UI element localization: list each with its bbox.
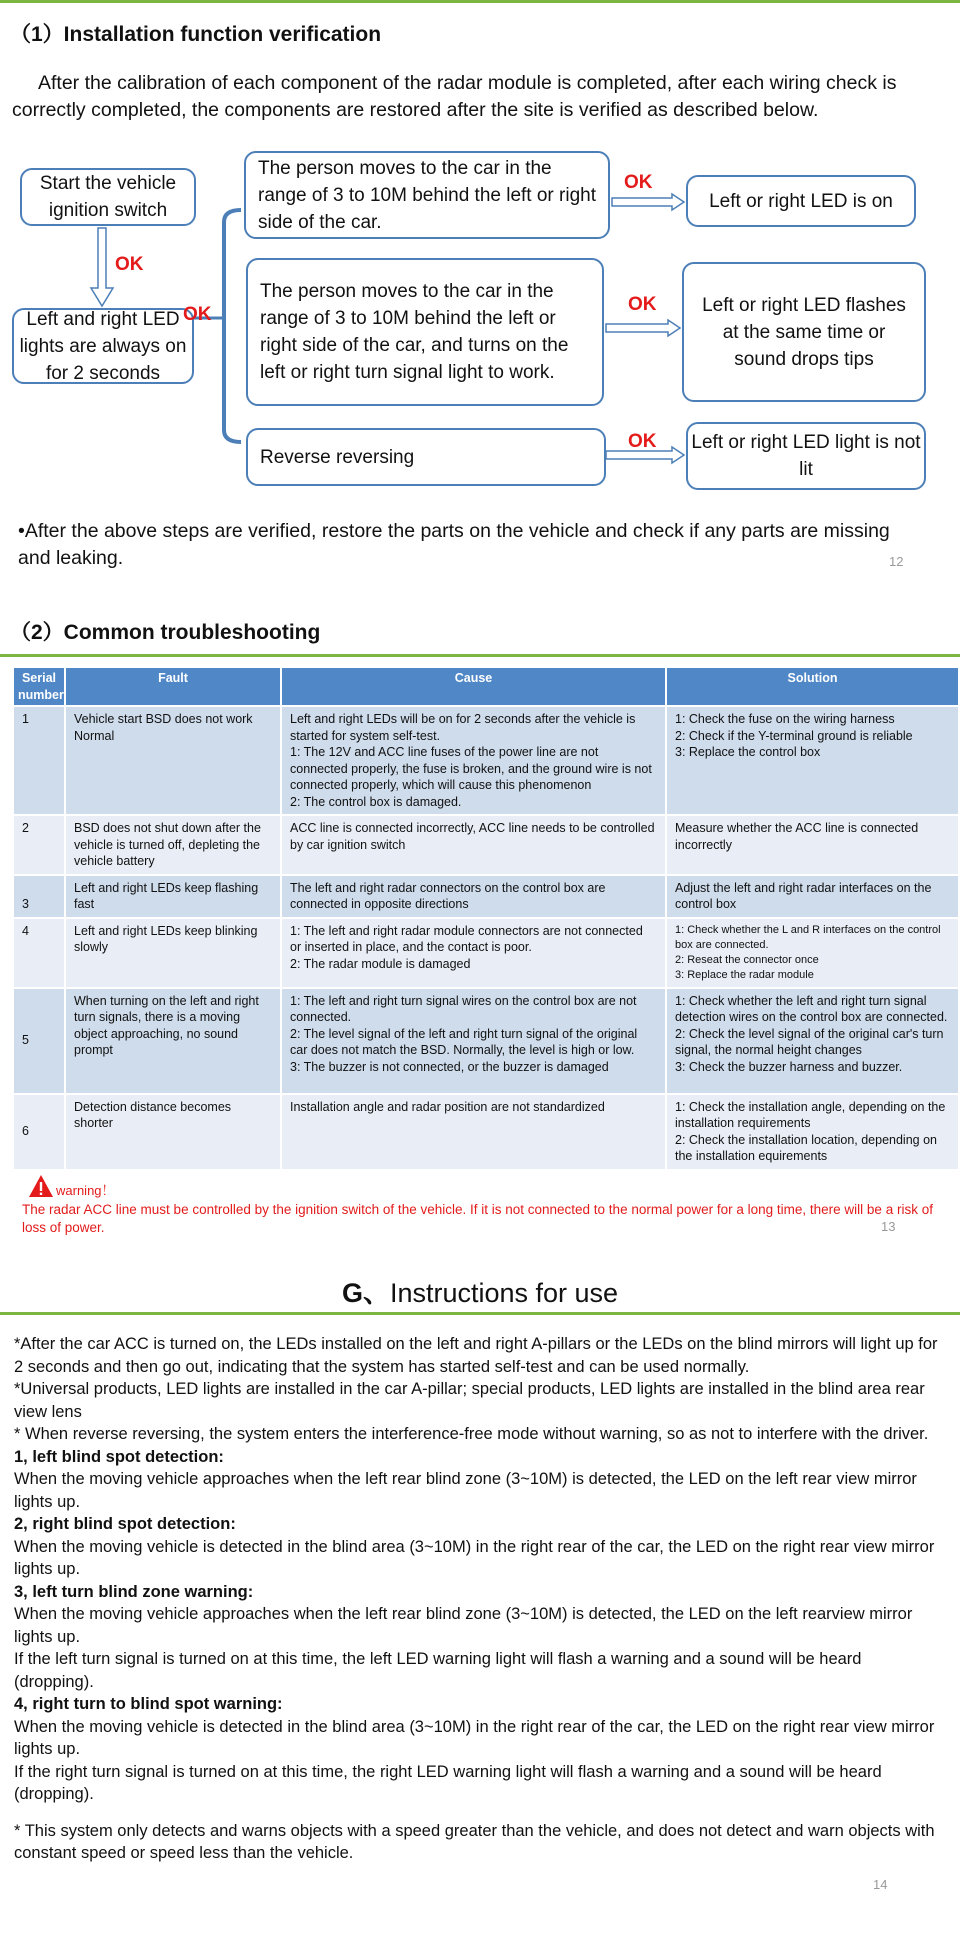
ok-label-step2: OK: [628, 294, 657, 315]
flow-step3-result: Left or right LED light is not lit: [686, 422, 926, 490]
flow-step1-box: The person moves to the car in the range of 3 to 10M behind the left or right side of the car.: [244, 151, 610, 239]
table-row: [13, 875, 959, 918]
warning-icon: [28, 1174, 54, 1198]
section2-title: （2）Common troubleshooting: [10, 621, 321, 644]
section2-divider: [0, 654, 960, 657]
section-g-divider: [0, 1312, 960, 1315]
down-arrow: [91, 228, 113, 306]
arrow-step2: [606, 320, 680, 336]
table-row: [13, 1094, 959, 1170]
row-fault: Detection distance becomes shorter: [65, 1094, 281, 1170]
row-solution: Adjust the left and right radar interfaces on the control box: [666, 875, 959, 918]
column-header-fault: Fault: [65, 667, 281, 706]
warning-text: The radar ACC line must be controlled by the ignition switch of the vehicle. If it is not connected to the normal power for a long time, there will be a risk of loss of power.: [22, 1202, 933, 1235]
instruction-paragraph: * This system only detects and warns objects with a speed greater than the vehicle, and does not detect and warn objects with constant speed or speed less than the vehicle.: [14, 1821, 935, 1862]
branch-bracket: [224, 210, 241, 442]
instruction-paragraph: When the moving vehicle is detected in the blind area (3~10M) in the right rear of the car, the LED on the right rear view mirror lights up.: [14, 1537, 935, 1578]
flow-step2-result: Left or right LED flashes at the same time or sound drops tips: [682, 262, 926, 402]
row-solution: 1: Check the fuse on the wiring harness 2: Check if the Y-terminal ground is reliable 3: Replace the control box: [666, 706, 959, 815]
row-cause: ACC line is connected incorrectly, ACC line needs to be controlled by car ignition switch: [281, 815, 666, 875]
row-cause: The left and right radar connectors on the control box are connected in opposite directions: [281, 875, 666, 918]
ok-label-branch: OK: [183, 304, 212, 325]
instruction-heading: 1, left blind spot detection:: [14, 1447, 224, 1466]
instruction-paragraph: If the right turn signal is turned on at this time, the right LED warning light will flash a warning and a sound will be heard (dropping).: [14, 1762, 882, 1803]
instruction-paragraph: *Universal products, LED lights are installed in the car A-pillar; special products, LED lights are installed in the blind area rear view lens: [14, 1380, 925, 1421]
row-number: 4: [13, 918, 65, 988]
row-solution: Measure whether the ACC line is connected incorrectly: [666, 815, 959, 875]
table-row: [13, 815, 959, 875]
section-g-title: [0, 1271, 960, 1310]
instruction-paragraph: If the left turn signal is turned on at this time, the left LED warning light will flash a warning and a sound will be heard (dropping).: [14, 1650, 862, 1691]
troubleshooting-table: [12, 666, 960, 1171]
row-fault: Left and right LEDs keep blinking slowly: [65, 918, 281, 988]
flow-step2-box: The person moves to the car in the range of 3 to 10M behind the left or right side of the car, and turns on the left or right turn signal light to work.: [246, 258, 604, 406]
row-fault: When turning on the left and right turn signals, there is a moving object approaching, no sound prompt: [65, 988, 281, 1094]
instruction-heading: 3, left turn blind zone warning:: [14, 1582, 254, 1601]
ok-label-step1: OK: [624, 172, 653, 193]
column-header-serial: Serial number: [13, 667, 65, 706]
column-header-solution: Solution: [666, 667, 959, 706]
row-number: 5: [13, 988, 65, 1094]
spacer: [14, 1806, 940, 1820]
row-fault: BSD does not shut down after the vehicle is turned off, depleting the vehicle battery: [65, 815, 281, 875]
row-cause: Left and right LEDs will be on for 2 seconds after the vehicle is started for system self-test. 1: The 12V and ACC line fuses of the power line are not connected properly, the fuse is broken, and the ground wire is not connected properly, which will cause this phenomenon 2: The control box is damaged.: [281, 706, 666, 815]
row-fault: Vehicle start BSD does not work Normal: [65, 706, 281, 815]
row-cause: 1: The left and right radar module connectors are not connected or inserted in place, and the contact is poor. 2: The radar module is damaged: [281, 918, 666, 988]
flow-start-box: Start the vehicle ignition switch: [20, 168, 196, 226]
row-number: 1: [13, 706, 65, 815]
page-number-12: 12: [889, 554, 904, 569]
instruction-paragraph: When the moving vehicle approaches when the left rear blind zone (3~10M) is detected, the LED on the left rearview mirror lights up.: [14, 1605, 913, 1646]
ok-label-down: OK: [115, 254, 144, 275]
table-row: [13, 918, 959, 988]
arrow-step1: [612, 194, 684, 210]
section1-intro: After the calibration of each component of the radar module is completed, after each wiring check is correctly completed, the components are restored after the site is verified as described below.: [12, 72, 897, 121]
flow-step1-result: Left or right LED is on: [686, 175, 916, 227]
table-row: [13, 706, 959, 815]
instruction-heading: 4, right turn to blind spot warning:: [14, 1695, 283, 1713]
ok-label-step3: OK: [628, 431, 657, 452]
row-solution: 1: Check whether the L and R interfaces on the control box are connected. 2: Reseat the connector once 3: Replace the radar module: [666, 918, 959, 988]
flow-step3-box: Reverse reversing: [246, 428, 606, 486]
row-number: 2: [13, 815, 65, 875]
table-row: [13, 988, 959, 1094]
row-cause: Installation angle and radar position are not standardized: [281, 1094, 666, 1170]
row-cause: 1: The left and right turn signal wires on the control box are not connected. 2: The level signal of the left and right turn signal of the original car does not match the BSD. Normally, the level is high or low. 3: The buzzer is not connected, or the buzzer is damaged: [281, 988, 666, 1094]
flow-led-on-box: Left and right LED lights are always on for 2 seconds: [12, 308, 194, 384]
warning-label: warning！: [56, 1183, 115, 1198]
instruction-paragraph: *After the car ACC is turned on, the LEDs installed on the left and right A-pillars or the LEDs on the blind mirrors will light up for 2 seconds and then go out, indicating that the system has started self-test and can be used normally.: [14, 1335, 938, 1376]
instruction-paragraph: * When reverse reversing, the system enters the interference-free mode without warning, so as not to interfere with the driver.: [14, 1425, 929, 1443]
page-number-14: 14: [873, 1877, 888, 1892]
section1-note: •After the above steps are verified, restore the parts on the vehicle and check if any parts are missing and leaking.: [18, 520, 890, 569]
instructions-body: [14, 1333, 940, 1865]
page-number-13: 13: [881, 1219, 896, 1234]
row-solution: 1: Check the installation angle, depending on the installation requirements 2: Check the installation location, depending on the installation equirements: [666, 1094, 959, 1170]
instruction-paragraph: When the moving vehicle approaches when the left rear blind zone (3~10M) is detected, the LED on the left rear view mirror lights up.: [14, 1470, 917, 1511]
section-g-prefix: G、: [341, 1278, 390, 1308]
column-header-cause: Cause: [281, 667, 666, 706]
row-fault: Left and right LEDs keep flashing fast: [65, 875, 281, 918]
instruction-paragraph: When the moving vehicle is detected in the blind area (3~10M) in the right rear of the car, the LED on the right rear view mirror lights up.: [14, 1717, 935, 1758]
section-g-title-text: Instructions for use: [389, 1278, 619, 1308]
row-solution: 1: Check whether the left and right turn signal detection wires on the control box are connected. 2: Check the level signal of the original car's turn signal, the normal height changes 3: Check the buzzer harness and buzzer.: [666, 988, 959, 1094]
row-number: 6: [13, 1094, 65, 1170]
instruction-heading: 2, right blind spot detection:: [14, 1515, 236, 1533]
row-number: 3: [13, 875, 65, 918]
section1-title: （1）Installation function verification: [10, 23, 382, 46]
